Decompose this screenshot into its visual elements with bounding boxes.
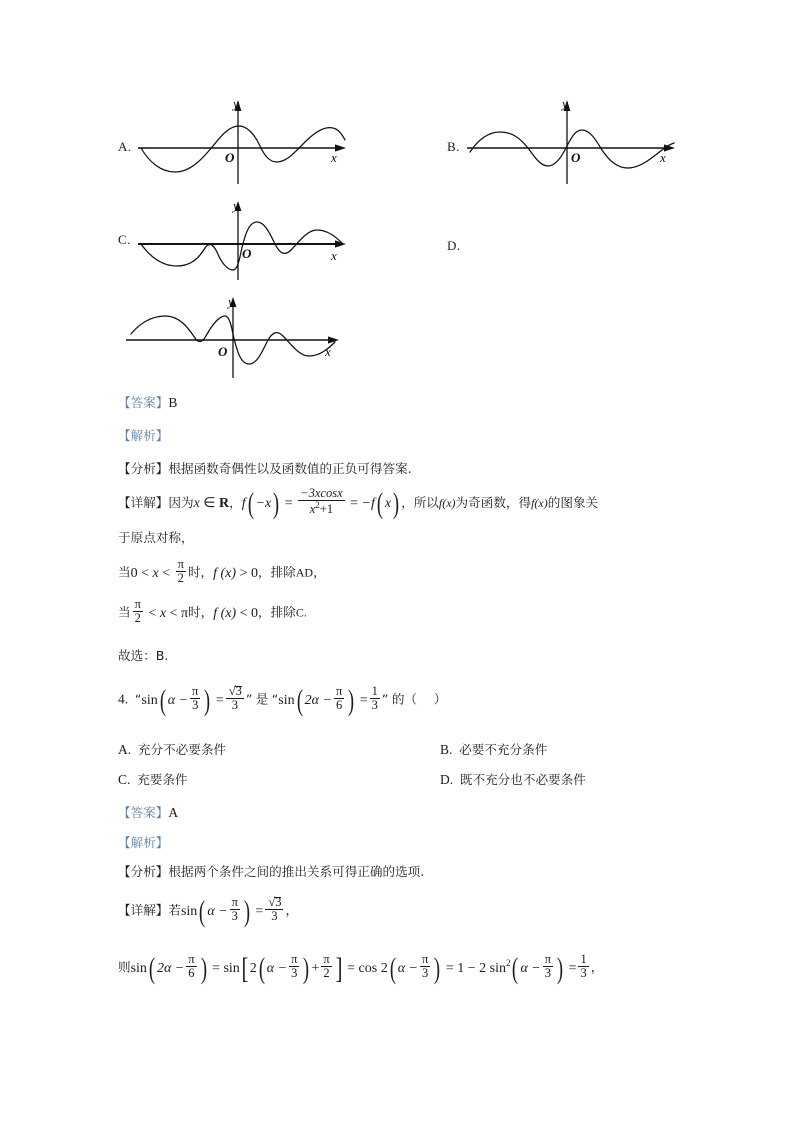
q4-option-d-label: D. xyxy=(440,772,454,787)
graph-c-origin-label: O xyxy=(242,246,252,261)
option-label-d: D. xyxy=(447,238,461,253)
detail-tail-1: ，所以 xyxy=(401,494,439,510)
ze-text: 则 xyxy=(118,959,131,975)
analysis-tag-q3: 【分析】 xyxy=(118,461,169,476)
equals-1: = xyxy=(284,495,293,511)
lt-zero: < 0 xyxy=(239,605,259,621)
graph-d-y-label: y xyxy=(228,296,234,309)
detail-comma-q4: ， xyxy=(285,902,299,918)
analysis-tag-q4: 【分析】 xyxy=(118,864,169,879)
shi-2: 时， xyxy=(188,604,214,620)
eq-q4-1: = xyxy=(215,692,224,708)
alpha-q4-1: α − xyxy=(207,903,228,919)
x-var-3: x xyxy=(152,565,159,581)
answer-tag-q3: 【答案】 xyxy=(118,395,169,410)
minus-f: −f xyxy=(361,495,375,511)
question-4: 4. “sin( α − $\frac{\pi}{3}$ ) = √ 3 3 ” 是 “sin( 2α − $\frac{\pi}{6}$ ) = $\frac{1}{3}$ ” 的（ ） xyxy=(118,683,447,717)
graph-c-x-label: x xyxy=(331,248,337,263)
graph-c xyxy=(135,200,350,282)
fraction-numerator: −3xcosx xyxy=(300,485,343,500)
fraction-denominator: $x^2+1$ xyxy=(309,500,334,517)
analysis-header-q3 xyxy=(118,428,168,444)
fraction-pi-6-b: $\frac{\pi}{6}$ xyxy=(188,951,195,981)
q4-option-b-text: 必要不充分条件 xyxy=(459,742,548,757)
analysis-text-q3: 根据函数奇偶性以及函数值的正负可得答案. xyxy=(168,461,412,476)
graph-a-x-label: x xyxy=(331,150,337,165)
detail-line2-text: 于原点对称， xyxy=(118,530,194,545)
arg-f2: α − xyxy=(266,960,288,976)
fx-4: f (x) xyxy=(213,605,237,621)
two-f: 2 xyxy=(249,960,257,976)
analysis-line-q3 xyxy=(118,461,412,477)
when-2: 当 xyxy=(118,604,131,620)
fraction-1-3-a: $\frac{1}{3}$ xyxy=(371,683,378,713)
fraction-pi-3-e: $\frac{\pi}{3}$ xyxy=(544,951,552,981)
when-1: 当 xyxy=(118,564,131,580)
detail-tail-2: 为奇函数，得 xyxy=(455,494,532,510)
q4-option-a[interactable] xyxy=(118,742,226,758)
fraction-1-3-b: $\frac{1}{3}$ xyxy=(580,951,587,981)
detail-tail-3: 的图象关 xyxy=(547,494,599,510)
quote-open-1: “ xyxy=(134,691,142,707)
final-comma: ， xyxy=(590,959,604,975)
q4-option-b[interactable] xyxy=(440,742,547,758)
zero-lt: 0 < xyxy=(130,565,149,581)
analysis-header-q4 xyxy=(118,835,168,851)
exclude-text-1: ，排除 xyxy=(257,564,296,580)
real-set-symbol: R xyxy=(218,495,230,511)
arg-f3: α − xyxy=(397,960,418,976)
fraction-sqrt3-3-b: √ 3 3 xyxy=(265,896,283,923)
excluded-options-1: AD xyxy=(295,565,314,580)
analysis-header-tag-q3: 【解析】 xyxy=(118,428,169,443)
graph-b xyxy=(464,96,679,188)
q4-option-c[interactable] xyxy=(118,772,188,788)
q4-option-a-text: 充分不必要条件 xyxy=(137,742,227,757)
question-tail: 的（ xyxy=(391,691,417,707)
fraction-pi-6-a: $\frac{\pi}{6}$ xyxy=(335,683,343,713)
sin-2: sin xyxy=(278,692,295,708)
fraction-pi-3-b: $\frac{\pi}{3}$ xyxy=(231,894,238,924)
shi-1: 时， xyxy=(187,564,214,580)
analysis-line-q4 xyxy=(118,864,424,880)
q4-option-d-text: 既不充分也不必要条件 xyxy=(459,772,586,787)
sin-f2: sin xyxy=(223,960,240,976)
eq-f2: = xyxy=(347,960,356,976)
fraction-pi-over-2-a: $\frac{\pi}{2}$ xyxy=(177,556,184,586)
fraction-fx xyxy=(298,487,344,516)
graph-d xyxy=(123,296,348,382)
graph-c-y-label: y xyxy=(233,200,239,213)
in-symbol: ∈ xyxy=(203,495,216,511)
option-label-c: C. xyxy=(118,232,131,247)
sin-squared-sup: 2 xyxy=(505,958,511,969)
quote-open-2: “ xyxy=(271,691,279,707)
question-tail-close: ） xyxy=(433,691,447,707)
graph-d-origin-label: O xyxy=(218,344,228,359)
sin-1: sin xyxy=(141,692,158,708)
eq-q4-2: = xyxy=(359,692,368,708)
answer-line-q4 xyxy=(118,805,178,821)
fraction-pi-2-c: $\frac{\pi}{2}$ xyxy=(323,951,330,981)
answer-line-q3 xyxy=(118,395,177,411)
equals-2: = xyxy=(350,495,359,511)
lt-4b: < xyxy=(169,605,178,621)
alpha-2: 2α − xyxy=(304,692,332,708)
eq-f4: = xyxy=(568,960,577,976)
end-comma-1: ， xyxy=(313,564,326,580)
q4-option-d[interactable] xyxy=(440,772,586,788)
answer-value-q3: B xyxy=(168,395,178,410)
connector-shi: 是 xyxy=(255,691,269,707)
fraction-pi-3-d: $\frac{\pi}{3}$ xyxy=(422,951,429,981)
one-minus-2sin: 1 − 2 sin xyxy=(457,960,506,976)
detail-pre: 因为 xyxy=(168,494,194,510)
arg-f4: α − xyxy=(520,960,541,976)
alpha-1: α − xyxy=(167,692,189,708)
func-f: f xyxy=(241,495,246,511)
graph-a-y-label: y xyxy=(233,96,239,111)
graph-b-x-label: x xyxy=(660,150,666,165)
arg-negx: −x xyxy=(255,495,272,511)
arg-x: x xyxy=(384,495,392,511)
lt-4a: < xyxy=(148,605,157,621)
analysis-text-q4: 根据两个条件之间的推出关系可得正确的选项. xyxy=(168,864,425,879)
comma-1: ， xyxy=(229,494,242,510)
fx-ref-2: f(x) xyxy=(531,495,548,510)
detail-tag-q4: 【详解】 xyxy=(118,902,169,918)
option-label-a: A. xyxy=(118,139,132,154)
pi-4: π xyxy=(180,605,189,621)
q4-option-b-label: B. xyxy=(440,742,453,757)
quote-close-1: ” xyxy=(245,691,253,707)
ruo-text: 若 xyxy=(168,902,181,918)
question-number-4: 4. xyxy=(118,691,129,707)
eq-f3: = xyxy=(445,960,454,976)
graph-d-x-label: x xyxy=(325,344,331,359)
sin-f1: sin xyxy=(130,960,147,976)
q4-option-a-label: A. xyxy=(118,742,132,757)
x-var-4: x xyxy=(159,605,167,621)
exclude-text-2: ，排除 xyxy=(258,604,296,620)
detail-line4-q3 xyxy=(118,596,307,627)
arg-f1: 2α − xyxy=(156,960,185,976)
q4-option-c-text: 充要条件 xyxy=(137,772,188,787)
graph-a-origin-label: O xyxy=(225,150,235,165)
detail-line2-q3 xyxy=(118,530,194,546)
answer-tag-q4: 【答案】 xyxy=(118,805,169,820)
fx-3: f (x) xyxy=(213,565,237,581)
detail-line-q4: 【详解】若sin( α − $\frac{\pi}{3}$ ) = √ 3 3 ， xyxy=(118,894,299,928)
graph-b-y-label: y xyxy=(562,96,568,111)
fraction-pi-3-c: $\frac{\pi}{3}$ xyxy=(291,951,298,981)
fraction-pi-over-2-b: $\frac{\pi}{2}$ xyxy=(134,596,141,626)
final-derivation-q4: 则sin( 2α − $\frac{\pi}{6}$ ) = sin[ 2( α − $\frac{\pi}{3}$ ) + $\frac{\pi}{2}$ ] = cos 2( α − $\frac{\pi}{3}$ ) = 1 − 2 $\sin^2$( α − $\frac{\pi}{3}$ ) = $\frac{1}{3}$ ， xyxy=(118,951,604,985)
sqrt-icon-2: √ 3 xyxy=(268,894,282,909)
graph-a xyxy=(135,96,350,188)
graph-b-origin-label: O xyxy=(571,150,581,165)
detail-line1-q3: 【详解】因为x ∈ R，f( −x) = $\frac{-3xcosx}{x^2+1}$ = −f( x) ，所以f(x)为奇函数，得f(x)的图象关 xyxy=(118,485,599,520)
quote-close-2: ” xyxy=(381,691,389,707)
fraction-pi-3-a: $\frac{\pi}{3}$ xyxy=(192,683,199,713)
sin-q4-1: sin xyxy=(180,903,198,919)
sqrt-icon: √ 3 xyxy=(228,683,242,698)
option-label-b: B. xyxy=(447,139,460,154)
answer-value-q4: A xyxy=(168,805,179,820)
fraction-sqrt3-3-a: √ 3 3 xyxy=(226,685,244,712)
gt-zero: > 0 xyxy=(239,565,258,581)
detail-line3-q3 xyxy=(118,556,326,587)
excluded-options-2: C. xyxy=(295,605,307,620)
cos-f: cos 2 xyxy=(358,960,388,976)
detail-tag-q3: 【详解】 xyxy=(118,494,169,510)
analysis-header-tag-q4: 【解析】 xyxy=(118,835,169,850)
fx-ref-1: f(x) xyxy=(438,495,456,510)
q4-option-c-label: C. xyxy=(118,772,131,787)
lt-3: < xyxy=(162,565,171,581)
conclusion-q3 xyxy=(118,648,168,664)
var-x: x xyxy=(193,495,200,511)
eq-q4-d1: = xyxy=(255,903,264,919)
conclusion-text: 故选：B. xyxy=(118,648,169,663)
eq-f1: = xyxy=(212,960,220,976)
plus-f: + xyxy=(311,960,320,976)
